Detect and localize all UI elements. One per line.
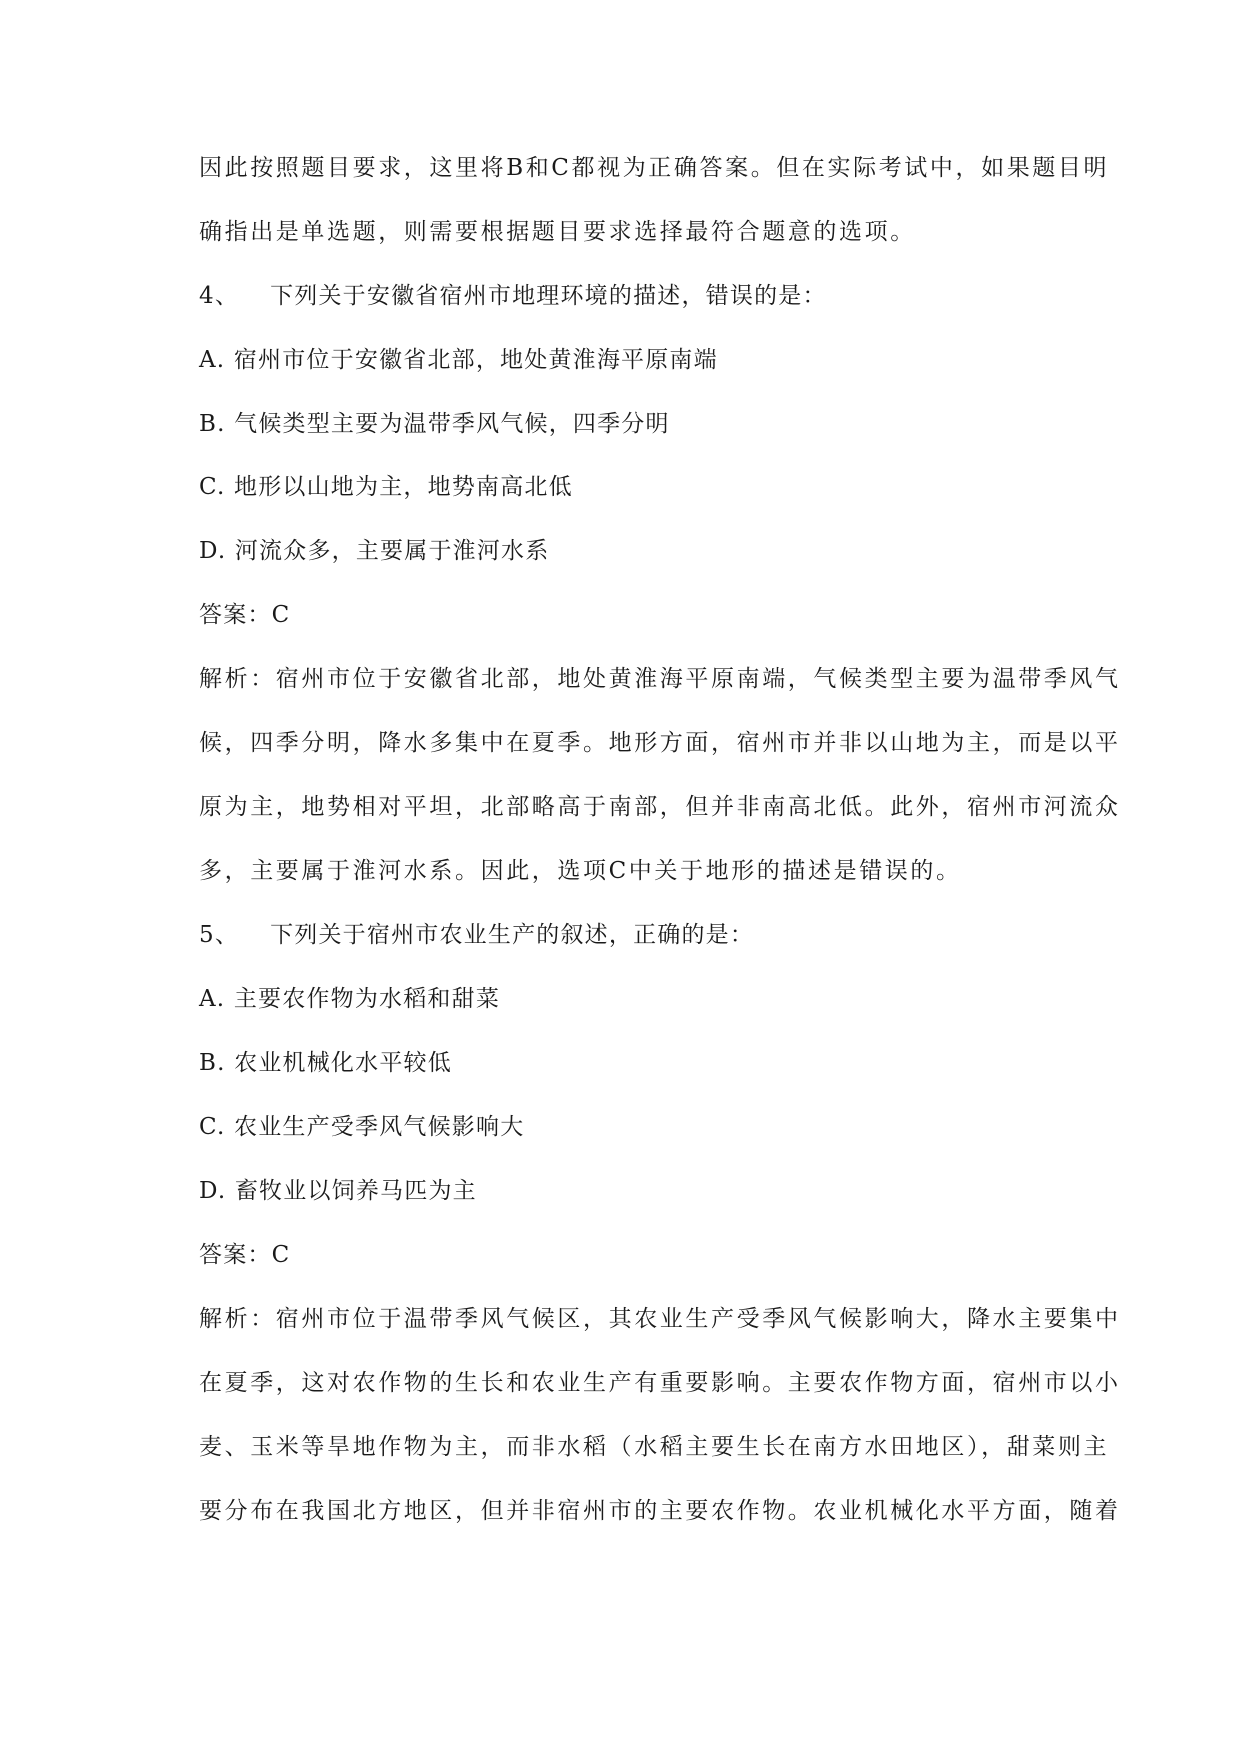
question-4-analysis-line-3: 原为主，地势相对平坦，北部略高于南部，但并非南高北低。此外，宿州市河流众 <box>199 794 1121 820</box>
question-5-option-b: B. 农业机械化水平较低 <box>199 1050 452 1076</box>
question-4-analysis-line-1: 解析：宿州市位于安徽省北部，地处黄淮海平原南端，气候类型主要为温带季风气 <box>199 666 1121 692</box>
question-4-option-c: C. 地形以山地为主，地势南高北低 <box>199 474 573 500</box>
question-4-analysis-line-4: 多，主要属于淮河水系。因此，选项C中关于地形的描述是错误的。 <box>199 858 962 884</box>
question-5-option-c: C. 农业生产受季风气候影响大 <box>199 1114 525 1140</box>
question-5-number: 5、 <box>199 922 240 948</box>
question-5-option-d: D. 畜牧业以饲养马匹为主 <box>199 1178 477 1204</box>
question-5-answer: 答案：C <box>199 1242 291 1268</box>
question-4-option-b: B. 气候类型主要为温带季风气候，四季分明 <box>199 411 670 437</box>
continuation-line-1: 因此按照题目要求，这里将B和C都视为正确答案。但在实际考试中，如果题目明 <box>199 155 1110 181</box>
continuation-line-2: 确指出是单选题，则需要根据题目要求选择最符合题意的选项。 <box>199 219 916 245</box>
question-5-analysis-line-4: 要分布在我国北方地区，但并非宿州市的主要农作物。农业机械化水平方面，随着 <box>199 1498 1121 1524</box>
question-4-stem: 下列关于安徽省宿州市地理环境的描述，错误的是： <box>270 283 827 309</box>
question-5-stem: 下列关于宿州市农业生产的叙述，正确的是： <box>270 922 755 948</box>
question-5-analysis-line-3: 麦、玉米等旱地作物为主，而非水稻（水稻主要生长在南方水田地区），甜菜则主 <box>199 1434 1110 1460</box>
question-4-answer: 答案：C <box>199 602 291 628</box>
question-4-option-a: A. 宿州市位于安徽省北部，地处黄淮海平原南端 <box>199 347 718 373</box>
question-4-option-d: D. 河流众多，主要属于淮河水系 <box>199 538 550 564</box>
question-4-number: 4、 <box>199 283 240 309</box>
question-5-analysis-line-1: 解析：宿州市位于温带季风气候区，其农业生产受季风气候影响大，降水主要集中 <box>199 1306 1121 1332</box>
question-4-heading <box>199 280 1099 312</box>
question-5-heading <box>199 919 1099 951</box>
question-5-option-a: A. 主要农作物为水稻和甜菜 <box>199 986 501 1012</box>
question-4-analysis-line-2: 候，四季分明，降水多集中在夏季。地形方面，宿州市并非以山地为主，而是以平 <box>199 730 1121 756</box>
question-5-analysis-line-2: 在夏季，这对农作物的生长和农业生产有重要影响。主要农作物方面，宿州市以小 <box>199 1370 1121 1396</box>
